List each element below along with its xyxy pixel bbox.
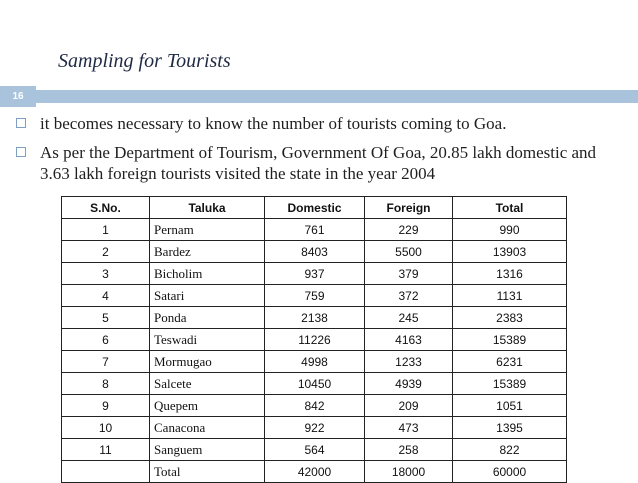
cell-foreign: 4939 — [365, 373, 453, 395]
header-foreign: Foreign — [365, 197, 453, 219]
cell-domestic: 2138 — [265, 307, 365, 329]
table-row — [62, 351, 567, 373]
cell-domestic: 922 — [265, 417, 365, 439]
cell-foreign: 473 — [365, 417, 453, 439]
cell-total: 822 — [453, 439, 567, 461]
cell-total: 2383 — [453, 307, 567, 329]
cell-taluka: Pernam — [150, 219, 265, 241]
cell-sno: 8 — [62, 373, 150, 395]
cell-foreign: 18000 — [365, 461, 453, 483]
cell-taluka: Bardez — [150, 241, 265, 263]
cell-total: 1051 — [453, 395, 567, 417]
bullet-text: As per the Department of Tourism, Government Of Goa, 20.85 lakh domestic and 3.63 lakh foreign tourists visited the state in the year 2004 — [40, 143, 597, 183]
cell-sno: 2 — [62, 241, 150, 263]
cell-total: 15389 — [453, 373, 567, 395]
table-row — [62, 329, 567, 351]
cell-taluka: Ponda — [150, 307, 265, 329]
cell-sno: 5 — [62, 307, 150, 329]
bullet-item — [16, 142, 626, 184]
slide-title: Sampling for Tourists — [58, 50, 231, 72]
cell-taluka: Canacona — [150, 417, 265, 439]
header-taluka: Taluka — [150, 197, 265, 219]
cell-sno: 1 — [62, 219, 150, 241]
cell-total: 6231 — [453, 351, 567, 373]
cell-total: 1131 — [453, 285, 567, 307]
cell-sno: 3 — [62, 263, 150, 285]
cell-domestic: 42000 — [265, 461, 365, 483]
cell-domestic: 10450 — [265, 373, 365, 395]
cell-foreign: 4163 — [365, 329, 453, 351]
cell-sno: 4 — [62, 285, 150, 307]
table-row — [62, 263, 567, 285]
cell-domestic: 759 — [265, 285, 365, 307]
cell-total: 990 — [453, 219, 567, 241]
square-bullet-icon — [16, 118, 26, 128]
cell-sno: 7 — [62, 351, 150, 373]
bullet-list — [16, 113, 626, 192]
cell-sno: 11 — [62, 439, 150, 461]
square-bullet-icon — [16, 147, 26, 157]
page-number-badge: 16 — [0, 86, 36, 107]
cell-domestic: 4998 — [265, 351, 365, 373]
bullet-item — [16, 113, 626, 134]
cell-taluka: Mormugao — [150, 351, 265, 373]
cell-foreign: 372 — [365, 285, 453, 307]
cell-total: 1316 — [453, 263, 567, 285]
cell-taluka: Quepem — [150, 395, 265, 417]
table-row — [62, 417, 567, 439]
table-row — [62, 219, 567, 241]
cell-taluka: Salcete — [150, 373, 265, 395]
cell-total: 1395 — [453, 417, 567, 439]
cell-taluka: Teswadi — [150, 329, 265, 351]
cell-taluka: Sanguem — [150, 439, 265, 461]
cell-sno: 6 — [62, 329, 150, 351]
cell-foreign: 209 — [365, 395, 453, 417]
cell-taluka: Bicholim — [150, 263, 265, 285]
header-rule — [36, 90, 638, 103]
cell-domestic: 842 — [265, 395, 365, 417]
table-row — [62, 395, 567, 417]
table-row — [62, 241, 567, 263]
header-sno: S.No. — [62, 197, 150, 219]
cell-foreign: 258 — [365, 439, 453, 461]
table-row — [62, 307, 567, 329]
cell-foreign: 1233 — [365, 351, 453, 373]
table-body — [62, 219, 567, 483]
table-row — [62, 373, 567, 395]
cell-domestic: 11226 — [265, 329, 365, 351]
cell-domestic: 564 — [265, 439, 365, 461]
cell-foreign: 229 — [365, 219, 453, 241]
cell-sno — [62, 461, 150, 483]
cell-foreign: 5500 — [365, 241, 453, 263]
tourist-table — [61, 196, 567, 483]
cell-total: 13903 — [453, 241, 567, 263]
cell-domestic: 761 — [265, 219, 365, 241]
cell-sno: 9 — [62, 395, 150, 417]
bullet-text: it becomes necessary to know the number of tourists coming to Goa. — [40, 114, 507, 133]
cell-foreign: 245 — [365, 307, 453, 329]
table-row — [62, 285, 567, 307]
cell-domestic: 937 — [265, 263, 365, 285]
cell-total: 60000 — [453, 461, 567, 483]
table-total-row — [62, 461, 567, 483]
cell-taluka: Total — [150, 461, 265, 483]
cell-domestic: 8403 — [265, 241, 365, 263]
cell-foreign: 379 — [365, 263, 453, 285]
cell-total: 15389 — [453, 329, 567, 351]
table-row — [62, 439, 567, 461]
header-total: Total — [453, 197, 567, 219]
header-domestic: Domestic — [265, 197, 365, 219]
table-header-row — [62, 197, 567, 219]
cell-sno: 10 — [62, 417, 150, 439]
cell-taluka: Satari — [150, 285, 265, 307]
